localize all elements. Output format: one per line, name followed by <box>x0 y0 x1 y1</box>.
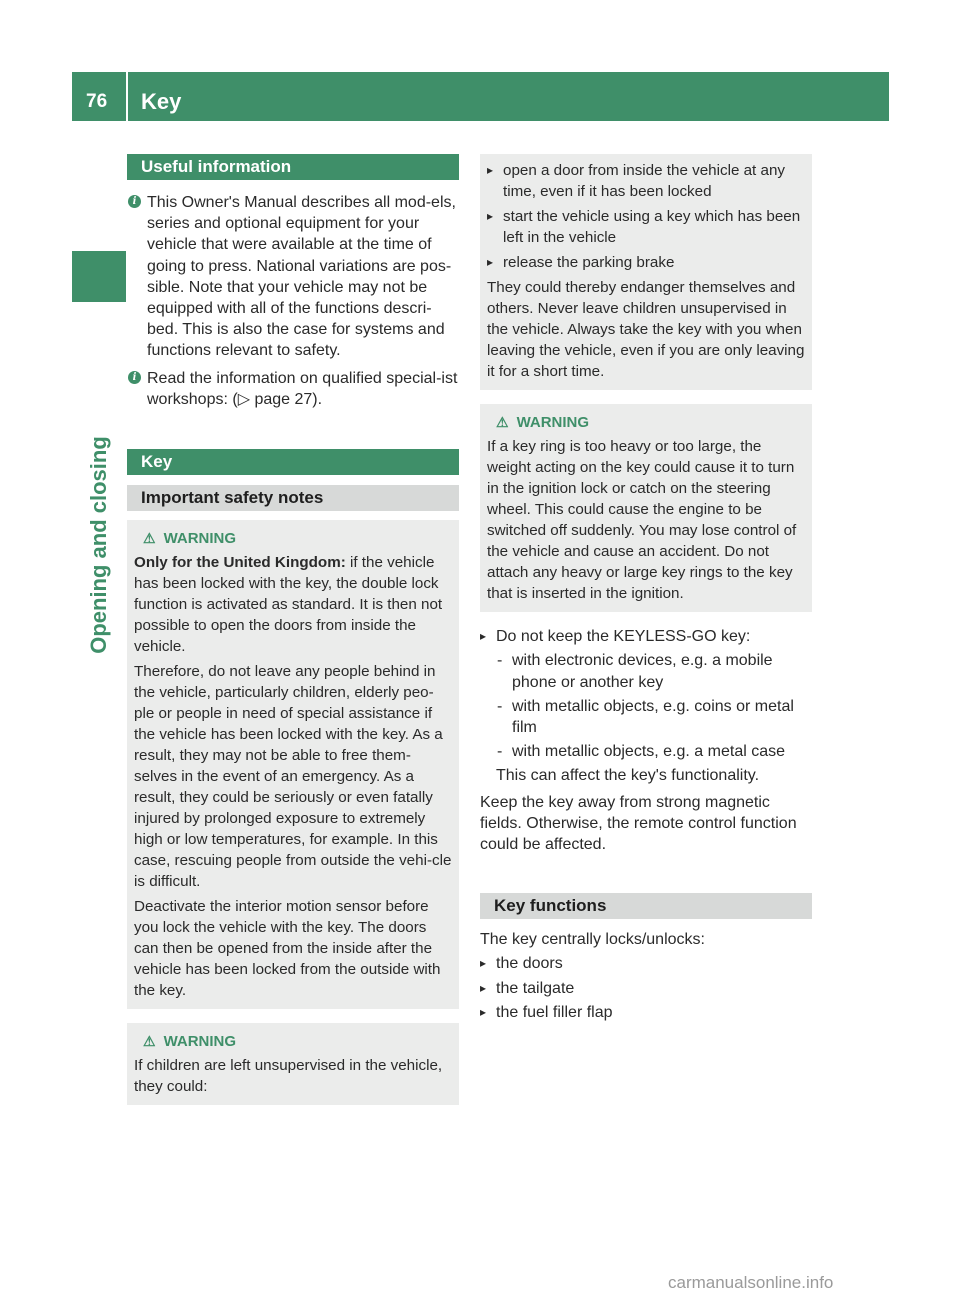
key-section-heading: Key <box>127 449 459 475</box>
list-item: ▸ the fuel filler flap <box>480 1002 812 1023</box>
warning-heading <box>134 1031 452 1052</box>
warning-paragraph: They could thereby endanger themselves and others. Never leave children unsupervised in the vehicle. Always take the key with you when leaving the vehicle, even if you are only leaving it for a short time. <box>487 279 805 380</box>
list-item: ▸ Do not keep the KEYLESS-GO key: <box>480 626 812 647</box>
info-icon: i <box>128 195 141 208</box>
keyless-note: This can affect the key's functionality. <box>496 767 760 785</box>
right-column <box>480 154 812 1026</box>
keyless-dash-list <box>496 650 812 762</box>
warning-paragraph <box>134 552 452 657</box>
list-item: - with electronic devices, e.g. a mobile phone or another key <box>496 650 812 692</box>
warning-lead-text: if the vehicle has been locked with the key, the double lock function is activated as standard. It is then not possible to open the doors from inside the vehicle. <box>134 554 443 656</box>
watermark-text: carmanualsonline.info <box>668 1273 834 1292</box>
list-item: ▸ the tailgate <box>480 978 812 999</box>
warning-box <box>480 404 812 612</box>
safety-notes-heading: Important safety notes <box>127 485 459 511</box>
warning-paragraph: Deactivate the interior motion sensor before you lock the vehicle with the key. The doors can then be opened from the inside after the vehicle has been locked from the outside with the key. <box>134 898 441 1000</box>
warning-label: WARNING <box>163 530 237 548</box>
left-column <box>127 154 459 1105</box>
warning-paragraph: If a key ring is too heavy or too large, the weight acting on the key could cause it to turn in the ignition lock or catch on the steering wheel. This could cause the engine to be switched off suddenly. You may lose control of the vehicle and cause an accident. Do not attach any heavy or large key rings to the key that is inserted in the ignition. <box>487 438 797 603</box>
header-divider <box>126 72 128 121</box>
key-functions-list <box>480 953 812 1023</box>
key-functions-intro: The key centrally locks/unlocks: <box>480 931 705 949</box>
warning-heading <box>487 412 805 433</box>
warning-triangle-icon: ⚠ <box>496 414 509 430</box>
info-icon: i <box>128 371 141 384</box>
info-note <box>127 368 459 410</box>
warning-label: WARNING <box>163 1033 237 1051</box>
list-item: ▸ open a door from inside the vehicle at any time, even if it has been locked <box>487 160 805 202</box>
list-item: ▸ the doors <box>480 953 812 974</box>
warning-paragraph: Therefore, do not leave any people behind in the vehicle, particularly children, elderly peo-ple or people in need of special assistance if the vehicle has been locked with the key. As a result, they may not be able to free them-selves in the event of an emergency. As a result, they could be seriously or even fatally injured by prolonged exposure to extremely high or low temperatures, for example. In this case, rescuing people from outside the vehi-cle is difficult. <box>134 663 452 891</box>
warning-triangle-icon: ⚠ <box>143 1033 156 1050</box>
warning-bullet-list <box>487 160 805 273</box>
warning-label: WARNING <box>516 414 590 431</box>
warning-triangle-icon: ⚠ <box>143 530 156 547</box>
warning-box <box>127 520 459 1009</box>
keyless-list <box>480 626 812 647</box>
key-functions-heading: Key functions <box>480 893 812 919</box>
side-tab-marker <box>72 251 126 302</box>
page-header <box>72 72 889 121</box>
magnetic-field-paragraph: Keep the key away from strong magnetic fields. Otherwise, the remote control function could be affected. <box>480 793 797 854</box>
useful-info-heading: Useful information <box>127 154 459 180</box>
header-title: Key <box>141 89 182 114</box>
list-item: ▸ release the parking brake <box>487 252 805 273</box>
warning-heading <box>134 528 452 549</box>
list-item: ▸ start the vehicle using a key which has been left in the vehicle <box>487 206 805 248</box>
warning-box-continued <box>480 154 812 390</box>
warning-lead-bold: Only for the United Kingdom: <box>134 554 346 572</box>
info-note-text: Read the information on qualified special-ist workshops: (▷ page 27). <box>147 369 458 408</box>
page-number: 76 <box>86 91 108 112</box>
list-item: - with metallic objects, e.g. a metal case <box>496 741 812 762</box>
warning-box <box>127 1023 459 1105</box>
side-chapter-label: Opening and closing <box>86 436 111 654</box>
info-note <box>127 192 459 362</box>
warning-paragraph: If children are left unsupervised in the vehicle, they could: <box>134 1057 443 1096</box>
info-note-text: This Owner's Manual describes all mod-els, series and optional equipment for your vehicle that were available at the time of going to press. National variations are pos-sible. Note that your vehicle may not be equipped with all of the functions descri-bed. This is also the case for systems and functions relevant to safety. <box>147 194 456 360</box>
list-item: - with metallic objects, e.g. coins or metal film <box>496 696 812 738</box>
